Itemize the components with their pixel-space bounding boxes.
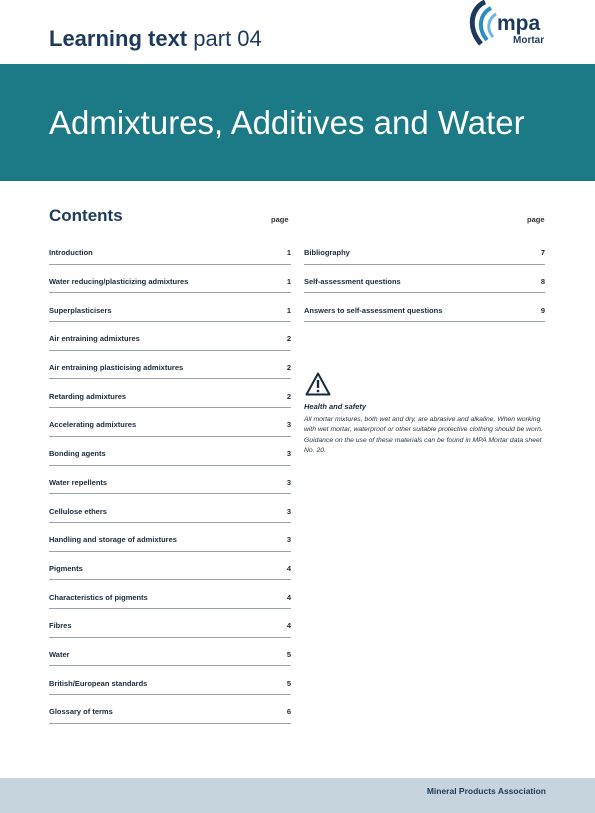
- toc-page: 3: [286, 535, 291, 545]
- toc-label: Air entraining plasticising admixtures: [49, 363, 184, 373]
- header-title-bold: Learning text: [49, 26, 188, 51]
- toc-row[interactable]: [49, 265, 291, 294]
- toc-label: Cellulose ethers: [49, 506, 107, 516]
- toc-page: 1: [286, 277, 291, 287]
- toc-label: Glossary of terms: [49, 707, 113, 717]
- toc-label: Answers to self-assessment questions: [304, 305, 443, 315]
- toc-page: 2: [286, 391, 291, 401]
- warning-triangle-icon: [305, 372, 331, 396]
- toc-row[interactable]: [304, 265, 545, 294]
- toc-label: Air entraining admixtures: [49, 334, 140, 344]
- page-title: Admixtures, Additives and Water: [49, 104, 525, 141]
- document-header: [49, 26, 262, 52]
- toc-page: 4: [286, 592, 291, 602]
- toc-page: 9: [540, 305, 545, 315]
- toc-right-column: [304, 236, 545, 322]
- toc-page: 3: [286, 506, 291, 516]
- page-column-label-left: page: [271, 215, 289, 224]
- toc-page: 5: [286, 678, 291, 688]
- toc-row[interactable]: [49, 666, 291, 695]
- toc-row[interactable]: [49, 609, 291, 638]
- footer-bar: [0, 778, 595, 813]
- toc-page: 7: [540, 248, 545, 258]
- toc-label: Retarding admixtures: [49, 391, 127, 401]
- toc-row[interactable]: [49, 408, 291, 437]
- toc-row[interactable]: [49, 494, 291, 523]
- logo-subtitle: Mortar: [513, 35, 545, 46]
- toc-label: Fibres: [49, 621, 72, 631]
- logo-name: mpa: [497, 12, 541, 35]
- toc-label: Water: [49, 649, 70, 659]
- toc-label: Self-assessment questions: [304, 277, 401, 287]
- toc-page: 3: [286, 420, 291, 430]
- toc-page: 2: [286, 334, 291, 344]
- toc-row[interactable]: [49, 580, 291, 609]
- toc-page: 4: [286, 563, 291, 573]
- toc-row[interactable]: [49, 236, 291, 265]
- toc-page: 3: [286, 477, 291, 487]
- toc-label: Accelerating admixtures: [49, 420, 137, 430]
- toc-label: Introduction: [49, 248, 93, 258]
- toc-row[interactable]: [304, 293, 545, 322]
- title-banner: [0, 64, 595, 181]
- toc-page: 1: [286, 305, 291, 315]
- toc-row[interactable]: [49, 552, 291, 581]
- toc-page: 8: [540, 277, 545, 287]
- contents-heading: Contents: [49, 206, 123, 225]
- toc-row[interactable]: [49, 638, 291, 667]
- mpa-logo: [463, 0, 558, 52]
- toc-row[interactable]: [49, 523, 291, 552]
- toc-row[interactable]: [49, 379, 291, 408]
- toc-row[interactable]: [49, 351, 291, 380]
- toc-label: Bibliography: [304, 248, 350, 258]
- toc-page: 1: [286, 248, 291, 258]
- toc-label: Superplasticisers: [49, 305, 112, 315]
- toc-label: British/European standards: [49, 678, 148, 688]
- toc-row[interactable]: [49, 437, 291, 466]
- toc-page: 3: [286, 449, 291, 459]
- toc-row[interactable]: [49, 293, 291, 322]
- toc-row[interactable]: [49, 322, 291, 351]
- toc-label: Handling and storage of admixtures: [49, 535, 177, 545]
- health-safety-title: Health and safety: [304, 402, 367, 411]
- toc-label: Water reducing/plasticizing admixtures: [49, 277, 189, 287]
- toc-page: 2: [286, 363, 291, 373]
- toc-label: Pigments: [49, 563, 83, 573]
- footer-organisation: Mineral Products Association: [426, 786, 546, 796]
- toc-label: Characteristics of pigments: [49, 592, 148, 602]
- toc-left-column: [49, 236, 291, 724]
- toc-page: 5: [286, 649, 291, 659]
- toc-row[interactable]: [49, 466, 291, 495]
- toc-row[interactable]: [304, 236, 545, 265]
- toc-page: 6: [286, 707, 291, 717]
- health-safety-text: All mortar mixtures, both wet and dry, are abrasive and alkaline. When working with wet mortar, waterproof or other suitable protective clothing should be worn. Guidance on the use of these materials can be found in MPA Mortar data sheet No. 20.: [304, 416, 543, 455]
- header-title-part: part 04: [193, 26, 262, 51]
- page-column-label-right: page: [527, 215, 545, 224]
- toc-row[interactable]: [49, 695, 291, 724]
- toc-label: Water repellents: [49, 477, 108, 487]
- toc-page: 4: [286, 621, 291, 631]
- toc-label: Bonding agents: [49, 449, 106, 459]
